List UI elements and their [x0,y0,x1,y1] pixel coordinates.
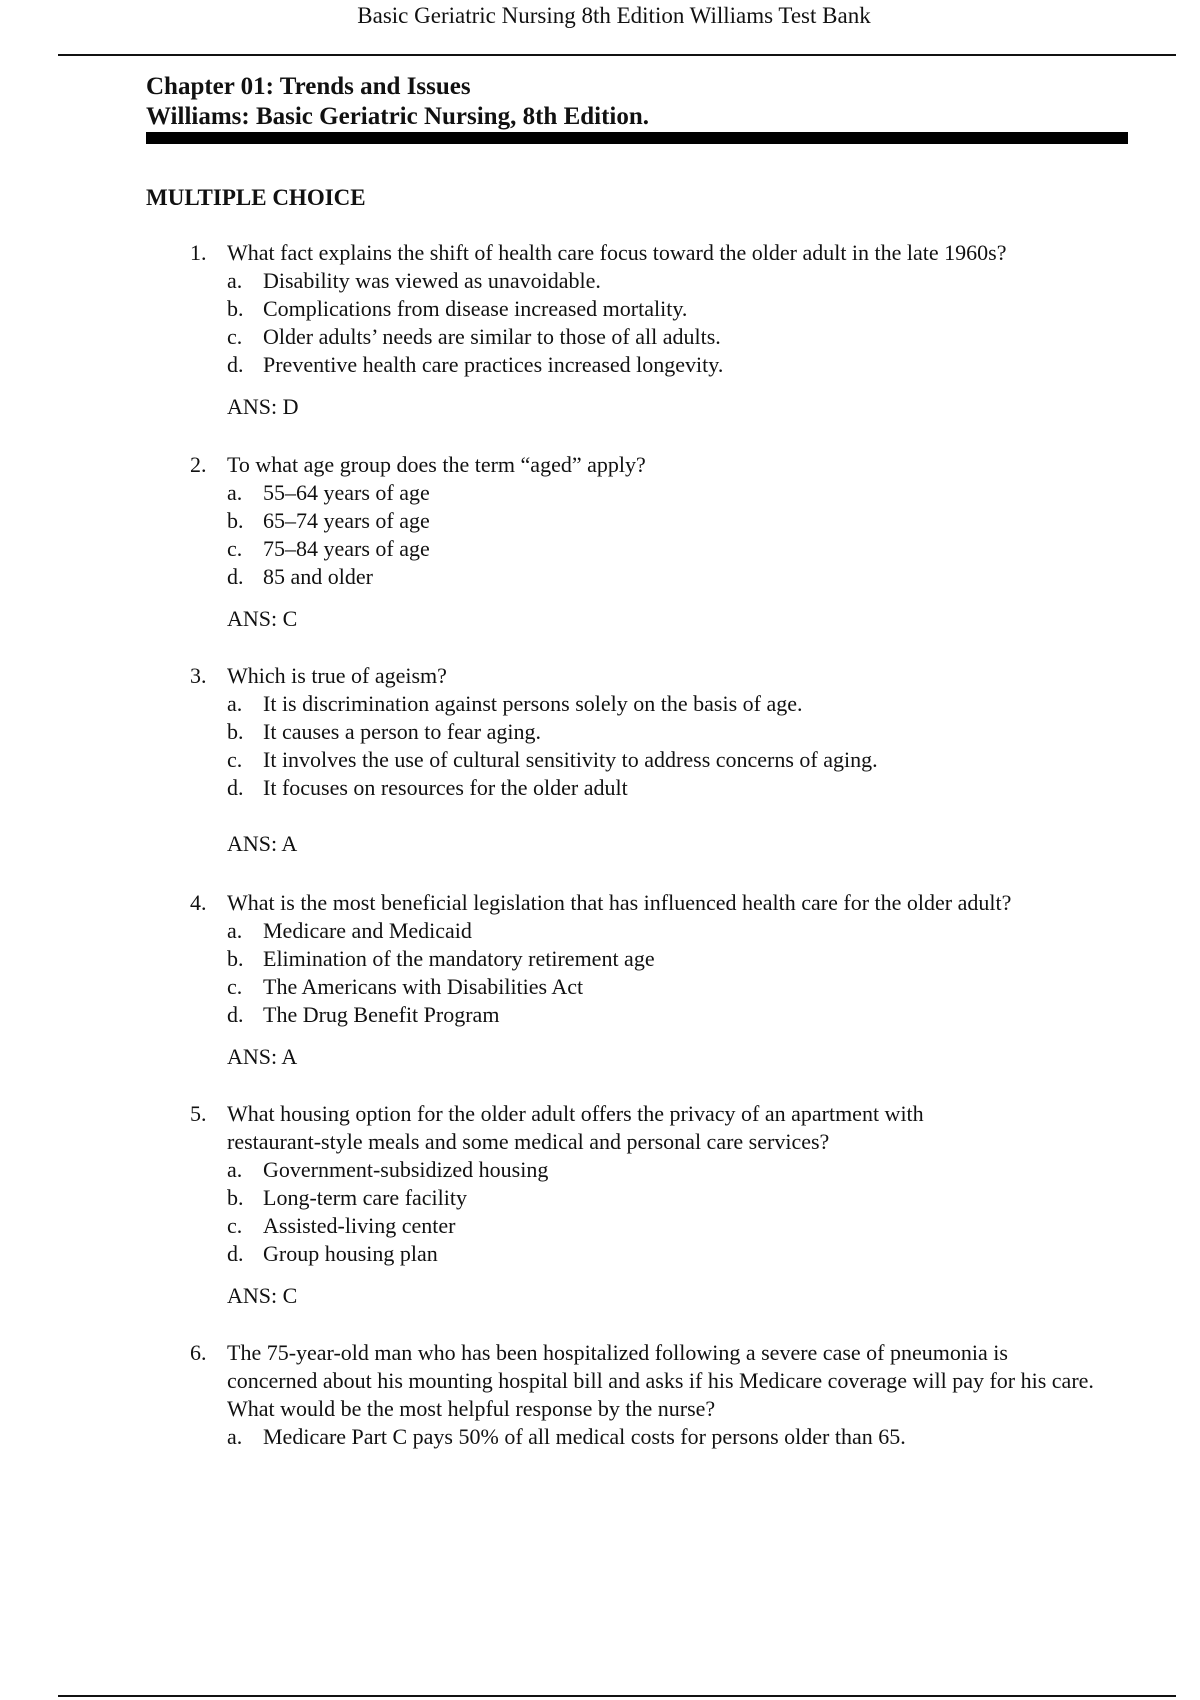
choice-text: It causes a person to fear aging. [263,719,541,744]
choice-text: 65–74 years of age [263,508,430,533]
choice-a [227,917,1110,945]
choice-text: The Americans with Disabilities Act [263,974,584,999]
question-stem: To what age group does the term “aged” apply? [227,452,646,477]
choice-letter: d. [227,352,244,377]
choice-letter: c. [227,1213,243,1238]
choice-list [227,690,1110,802]
choice-text: Group housing plan [263,1241,438,1266]
choice-letter: a. [227,268,243,293]
question-number: 2. [190,452,207,477]
question-number: 5. [190,1101,207,1126]
choice-text: Older adults’ needs are similar to those of all adults. [263,324,721,349]
question-2 [190,451,1110,633]
question-number: 4. [190,890,207,915]
choice-text: It is discrimination against persons solely on the basis of age. [263,691,803,716]
chapter-title: Chapter 01: Trends and Issues [146,73,471,100]
answer-key: ANS: D [227,394,299,419]
choice-c [227,323,1110,351]
choice-text: Government-subsidized housing [263,1157,549,1182]
choice-letter: b. [227,946,244,971]
choice-list [227,479,1110,591]
choice-list [227,1423,1110,1451]
choice-letter: b. [227,508,244,533]
question-stem: What housing option for the older adult offers the privacy of an apartment with restaurant-style meals and some medical and personal care services? [227,1101,924,1154]
question-6 [190,1339,1110,1451]
choice-letter: a. [227,480,243,505]
choice-text: It involves the use of cultural sensitivity to address concerns of aging. [263,747,878,772]
choice-text: Disability was viewed as unavoidable. [263,268,601,293]
choice-list [227,917,1110,1029]
choice-d [227,774,1110,802]
section-heading: MULTIPLE CHOICE [146,185,366,210]
choice-c [227,1212,1110,1240]
choice-a [227,1423,1110,1451]
choice-letter: c. [227,324,243,349]
choice-a [227,267,1110,295]
answer-key: ANS: A [227,1044,298,1069]
choice-b [227,718,1110,746]
choice-letter: c. [227,747,243,772]
choice-list [227,1156,1110,1268]
choice-d [227,1240,1110,1268]
chapter-title-block [146,72,1128,144]
choice-letter: c. [227,974,243,999]
question-5 [190,1100,1110,1310]
footer-rule [58,1695,1176,1697]
choice-text: 55–64 years of age [263,480,430,505]
title-bar [146,132,1128,144]
choice-b [227,945,1110,973]
question-stem: The 75-year-old man who has been hospitalized following a severe case of pneumonia is concerned about his mounting hospital bill and asks if his Medicare coverage will pay for his care. What would be the most helpful response by the nurse? [227,1340,1094,1421]
choice-b [227,1184,1110,1212]
choice-text: 85 and older [263,564,373,589]
choice-text: 75–84 years of age [263,536,430,561]
choice-a [227,479,1110,507]
book-title: Williams: Basic Geriatric Nursing, 8th Edition. [146,103,650,130]
choice-letter: d. [227,775,244,800]
choice-d [227,563,1110,591]
choice-letter: a. [227,1157,243,1182]
choice-letter: d. [227,1241,244,1266]
question-3 [190,662,1110,858]
choice-text: Elimination of the mandatory retirement age [263,946,655,971]
choice-letter: a. [227,918,243,943]
choice-d [227,351,1110,379]
question-stem: Which is true of ageism? [227,663,447,688]
choice-b [227,507,1110,535]
question-stem: What is the most beneficial legislation that has influenced health care for the older adult? [227,890,1012,915]
choice-letter: b. [227,1185,244,1210]
running-header: Basic Geriatric Nursing 8th Edition Williams Test Bank [357,3,871,28]
choice-text: Long-term care facility [263,1185,468,1210]
answer-key: ANS: C [227,1283,298,1308]
header-rule [58,54,1176,56]
choice-b [227,295,1110,323]
choice-text: Medicare and Medicaid [263,918,472,943]
question-4 [190,889,1110,1071]
question-number: 6. [190,1340,207,1365]
choice-text: Preventive health care practices increased longevity. [263,352,724,377]
choice-letter: d. [227,564,244,589]
choice-letter: a. [227,1424,243,1449]
choice-text: It focuses on resources for the older adult [263,775,628,800]
choice-a [227,1156,1110,1184]
choice-c [227,746,1110,774]
choice-letter: c. [227,536,243,561]
question-1 [190,239,1110,421]
question-number: 1. [190,240,207,265]
choice-text: Complications from disease increased mortality. [263,296,688,321]
choice-letter: b. [227,296,244,321]
choice-text: Assisted-living center [263,1213,456,1238]
choice-c [227,535,1110,563]
choice-text: The Drug Benefit Program [263,1002,500,1027]
choice-list [227,267,1110,379]
choice-letter: d. [227,1002,244,1027]
choice-c [227,973,1110,1001]
question-number: 3. [190,663,207,688]
choice-a [227,690,1110,718]
choice-d [227,1001,1110,1029]
answer-key: ANS: A [227,831,298,856]
choice-text: Medicare Part C pays 50% of all medical costs for persons older than 65. [263,1424,906,1449]
answer-key: ANS: C [227,606,298,631]
question-stem: What fact explains the shift of health care focus toward the older adult in the late 1960s? [227,240,1007,265]
choice-letter: b. [227,719,244,744]
choice-letter: a. [227,691,243,716]
